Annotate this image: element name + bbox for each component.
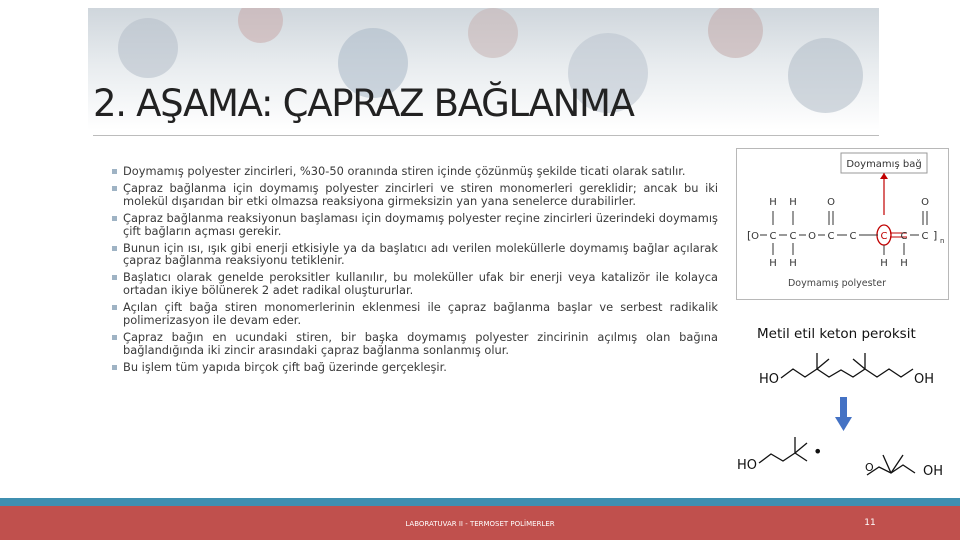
bullet-square-icon [112, 169, 117, 174]
bullet-square-icon [112, 246, 117, 251]
bullet-item: Bu işlem tüm yapıda birçok çift bağ üzerinde gerçekleşir. [112, 361, 718, 374]
atom-label: O [751, 231, 759, 242]
callout-label: Doymamış bağ [846, 159, 922, 170]
bullet-item: Doymamış polyester zincirleri, %30-50 oranında stiren içinde çözünmüş şekilde ticati olarak satılır. [112, 165, 718, 178]
bullet-square-icon [112, 216, 117, 221]
footer-text: LABORATUVAR II - TERMOSET POLİMERLER [405, 520, 555, 528]
title-divider [93, 135, 879, 136]
page-number: 11 [864, 518, 876, 528]
footer-bar [0, 506, 960, 540]
down-arrow-icon [840, 397, 847, 419]
atom-label: H [900, 258, 908, 269]
atom-label: C [849, 231, 857, 242]
unsaturated-polyester-figure [736, 148, 949, 300]
bullet-item: Başlatıcı olarak genelde peroksitler kullanılır, bu moleküller ufak bir enerji veya katalizör ile kolayca ortadan ikiye bölünerek 2 adet radikal oluştururlar. [112, 271, 718, 297]
bullet-square-icon [112, 305, 117, 310]
atom-label: O [921, 197, 929, 208]
atom-label: H [880, 258, 888, 269]
bullet-item: Çapraz bağlanma reaksiyonun başlaması için doymamış polyester reçine zincirleri üzerindeki doymamış çift bağların açması gerekir. [112, 212, 718, 238]
figure-title: Metil etil keton peroksit [757, 326, 916, 342]
hydroxyl-label: HO [759, 372, 780, 387]
hydroxyl-label: HO [737, 458, 758, 473]
bullet-item: Bunun için ısı, ışık gibi enerji etkisiyle ya da başlatıcı adı verilen moleküllerle doymamış bağlar açılarak çapraz bağlanma reaksiyonu tetiklenir. [112, 242, 718, 268]
bullet-list [112, 165, 718, 378]
atom-label: O [827, 197, 835, 208]
bullet-square-icon [112, 186, 117, 191]
radical-dot: • [813, 442, 823, 461]
footer-accent-bar [0, 498, 960, 506]
figure-caption: Doymamış polyester [787, 278, 887, 289]
slide-title: 2. AŞAMA: ÇAPRAZ BAĞLANMA [93, 82, 634, 125]
bullet-item: Çapraz bağlanma için doymamış polyester zincirleri ve stiren monomerleri gereklidir; ancak bu iki molekül dışarıdan bir etki olmazsa reaksiyona girmeksizin yan yana senelerce durabilirler. [112, 182, 718, 208]
mekp-figure [733, 317, 954, 490]
bullet-square-icon [112, 335, 117, 340]
atom-label: C [900, 231, 908, 242]
oxygen-label: O [865, 461, 874, 474]
hydroxyl-label: OH [923, 464, 944, 479]
bullet-item: Çapraz bağın en ucundaki stiren, bir başka doymamış polyester zincirinin açılmış olan bağına bağlandığında iki zincir arasındaki çapraz bağlanma sonlanmış olur. [112, 331, 718, 357]
hydroxyl-label: OH [914, 372, 935, 387]
polymer-bracket-right: ] [933, 229, 938, 242]
atom-label: C [921, 231, 929, 242]
arrow-head [835, 417, 852, 431]
bullet-square-icon [112, 365, 117, 370]
atom-label: H [789, 197, 797, 208]
bullet-square-icon [112, 275, 117, 280]
atom-label: C [880, 231, 888, 242]
atom-label: C [769, 231, 777, 242]
repeat-subscript: n [940, 237, 945, 245]
atom-label: H [789, 258, 797, 269]
atom-label: H [769, 197, 777, 208]
atom-label: C [827, 231, 835, 242]
atom-label: O [808, 231, 816, 242]
atom-label: H [769, 258, 777, 269]
bullet-item: Açılan çift bağa stiren monomerlerinin eklenmesi ile çapraz bağlanma başlar ve serbest radikalik polimerizasyon ile devam eder. [112, 301, 718, 327]
atom-label: C [789, 231, 797, 242]
polymer-bracket-left: [ [747, 229, 752, 242]
